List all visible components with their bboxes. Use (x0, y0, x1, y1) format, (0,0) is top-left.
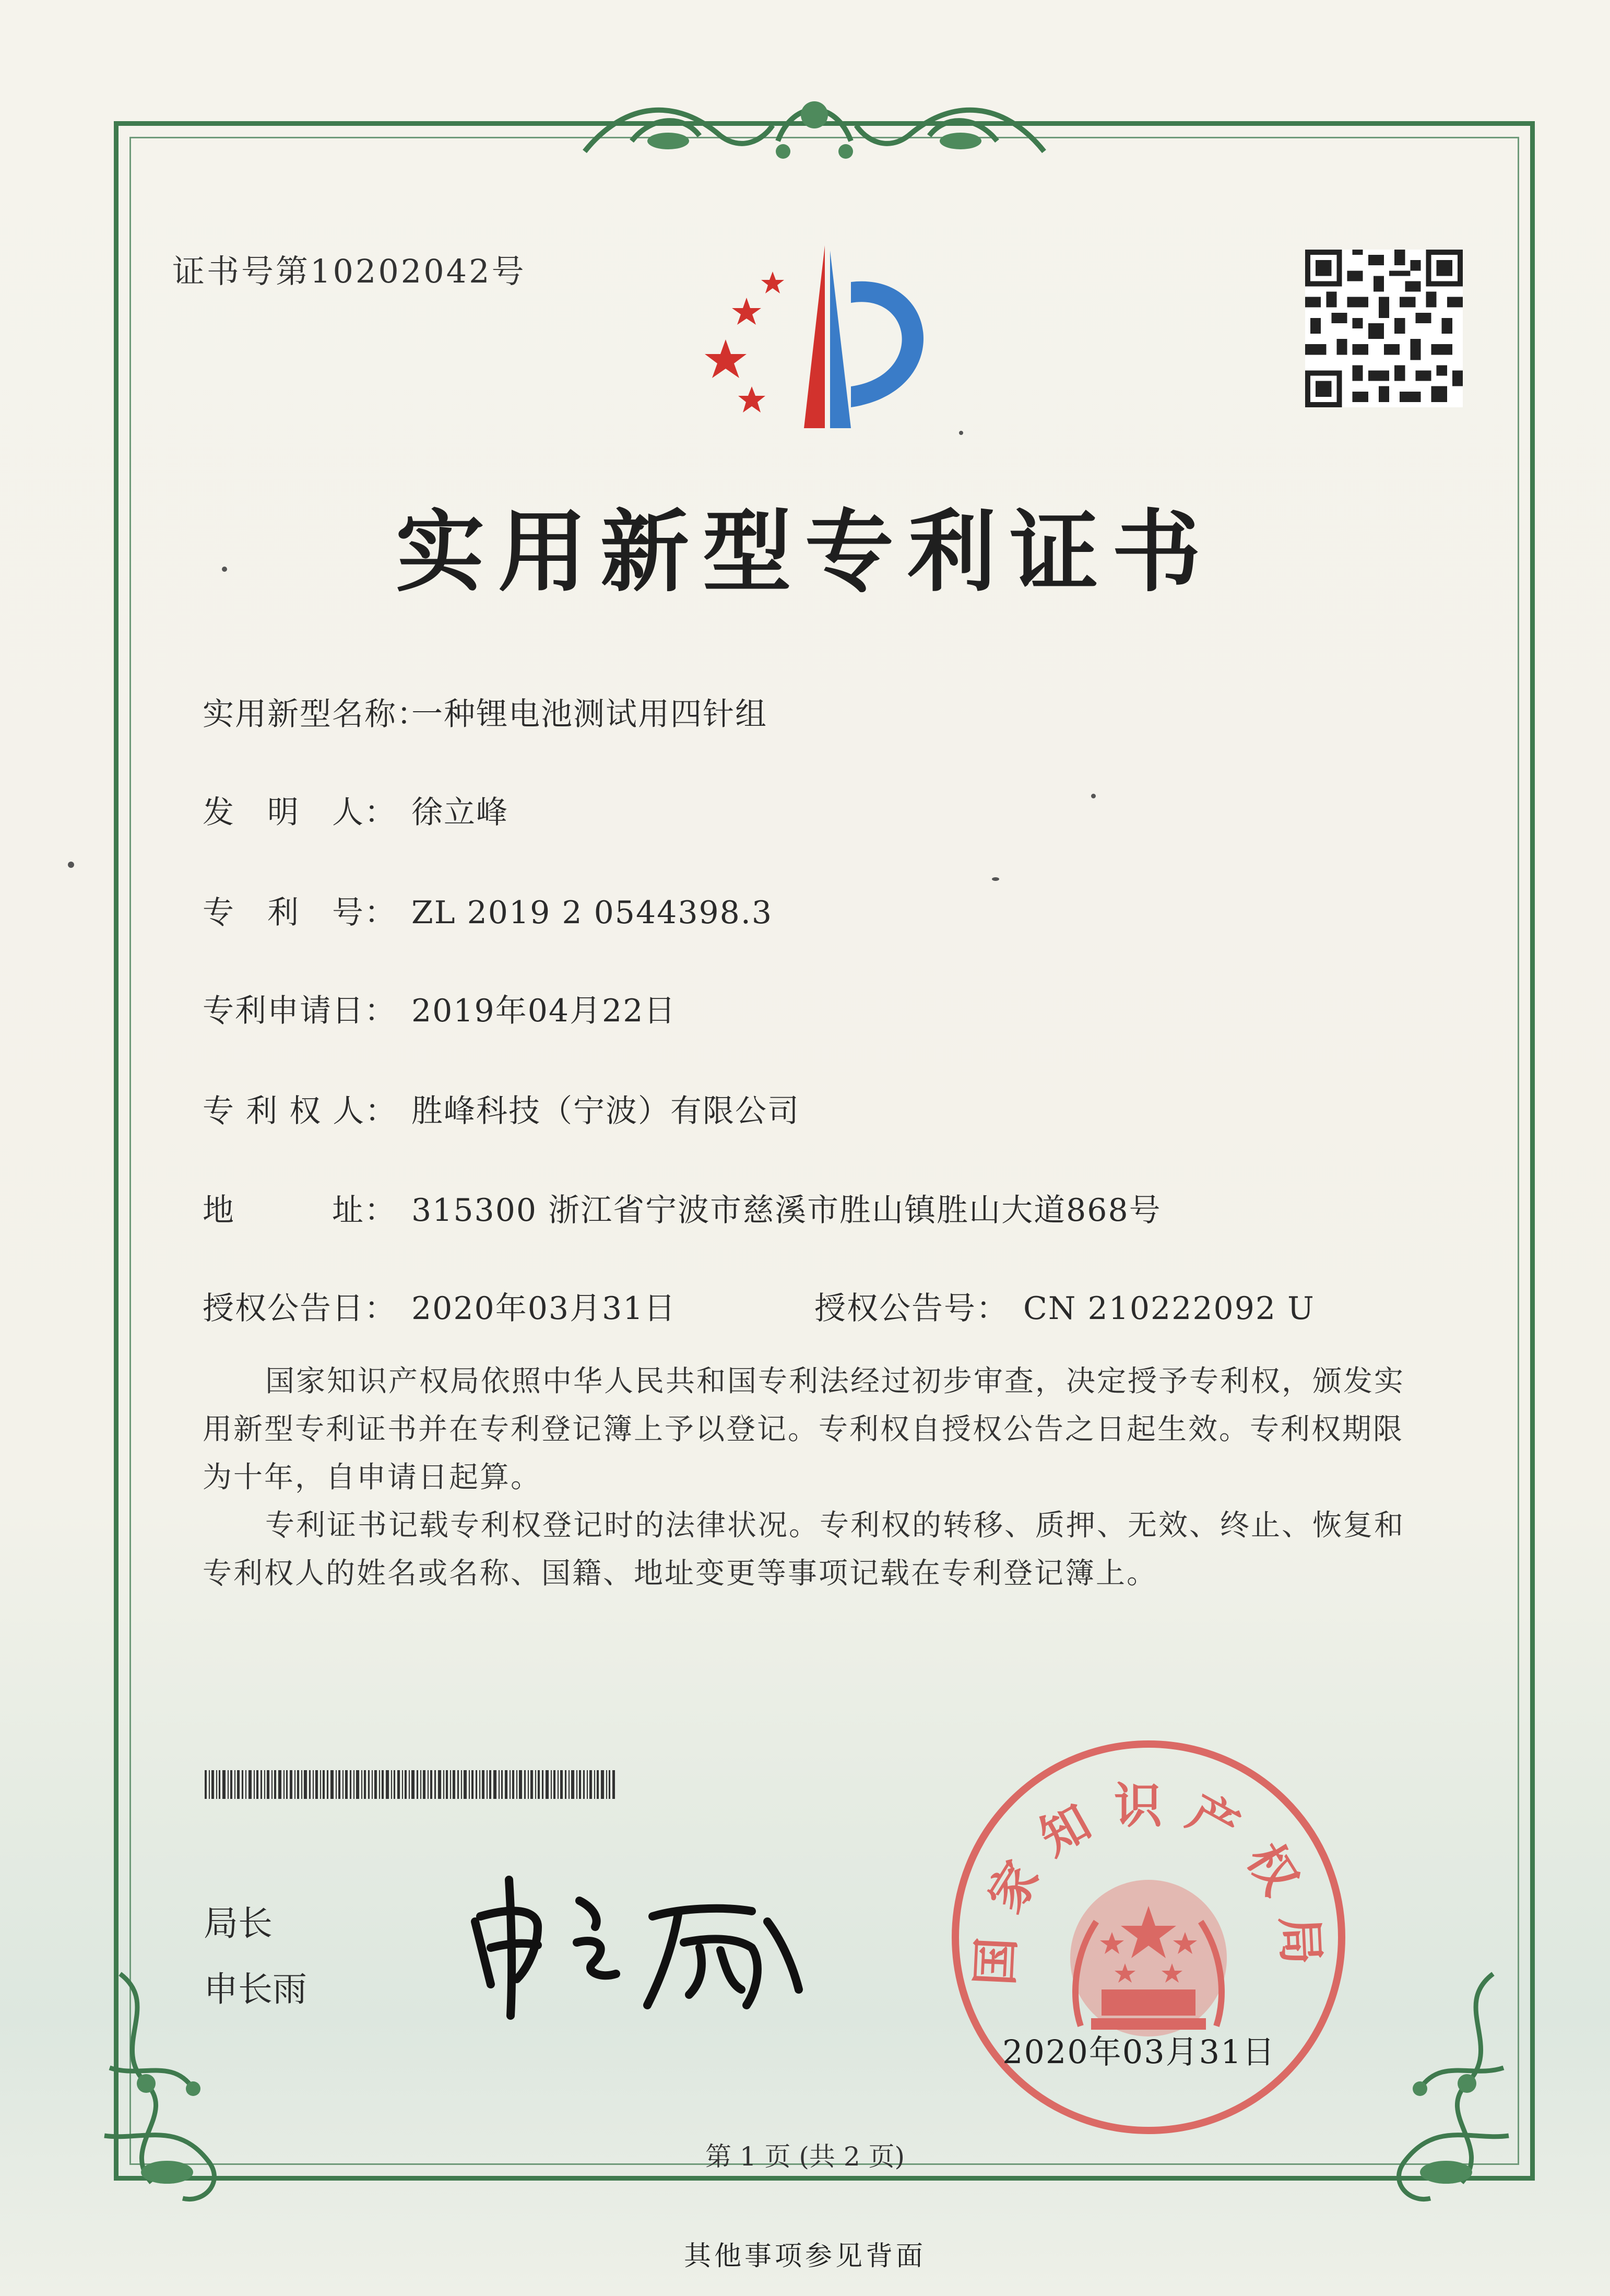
scan-speck (959, 431, 963, 435)
field-value: 徐立峰 (411, 794, 508, 831)
field-value: 2020年03月31日 (411, 1290, 677, 1327)
bottom-right-ornament-icon (1368, 1963, 1524, 2214)
field-patent-number (203, 888, 773, 933)
certificate-number: 证书号第10202042号 (172, 252, 526, 290)
field-label: 授权公告号： (814, 1290, 1009, 1327)
certificate-title: 实用新型专利证书 (395, 501, 1214, 604)
cnipa-logo-icon (694, 235, 966, 439)
field-label: 专 利 权 人： (203, 1093, 398, 1129)
seal-date: 2020年03月31日 (1002, 2033, 1276, 2071)
legal-paragraphs (203, 1358, 1429, 1598)
field-value: 胜峰科技（宁波）有限公司 (411, 1093, 800, 1129)
field-label: 地 址： (203, 1192, 397, 1229)
field-value: CN 210222092 U (1023, 1290, 1315, 1327)
field-application-date (203, 986, 676, 1031)
field-utility-model-name (203, 689, 767, 734)
field-label: 授权公告日： (203, 1290, 397, 1327)
field-value: 一种锂电池测试用四针组 (411, 696, 767, 733)
scan-speck (992, 877, 999, 881)
director-title: 局长 (204, 1903, 273, 1944)
field-address (203, 1185, 1162, 1230)
scan-speck (68, 862, 74, 868)
field-inventor (203, 787, 508, 832)
field-grant-number (814, 1284, 1315, 1328)
barcode-icon (205, 1770, 617, 1799)
field-grant-date (203, 1284, 676, 1328)
field-label: 专 利 号： (203, 894, 397, 931)
paragraph-grant-statement: 国家知识产权局依照中华人民共和国专利法经过初步审查，决定授予专利权，颁发实用新型专利证书并在专利登记簿上予以登记。专利权自授权公告之日起生效。专利权期限为十年，自申请日起算。 (203, 1364, 1405, 1494)
official-seal-icon (945, 1734, 1352, 2141)
page-number: 第 1 页 (共 2 页) (705, 2141, 905, 2172)
seal-text: 国家知识产权局 (967, 1778, 1330, 1987)
field-label: 发 明 人： (203, 794, 397, 831)
paragraph-legal-status: 专利证书记载专利权登记时的法律状况。专利权的转移、质押、无效、终止、恢复和专利权人的姓名或名称、国籍、地址变更等事项记载在专利登记簿上。 (203, 1509, 1405, 1591)
field-patentee (203, 1086, 800, 1131)
field-value: 315300 浙江省宁波市慈溪市胜山镇胜山大道868号 (411, 1192, 1162, 1229)
qr-code-icon (1305, 250, 1463, 407)
field-label: 实用新型名称： (203, 696, 429, 733)
director-signature (459, 1859, 825, 2026)
scan-speck (222, 567, 227, 572)
director-name: 申长雨 (204, 1969, 307, 2009)
footer-note: 其他事项参见背面 (683, 2241, 926, 2272)
field-value: ZL 2019 2 0544398.3 (411, 894, 773, 931)
field-label: 专利申请日： (203, 993, 397, 1029)
scan-speck (1091, 794, 1096, 798)
field-value: 2019年04月22日 (411, 993, 677, 1029)
top-ornament-icon (564, 78, 1065, 172)
